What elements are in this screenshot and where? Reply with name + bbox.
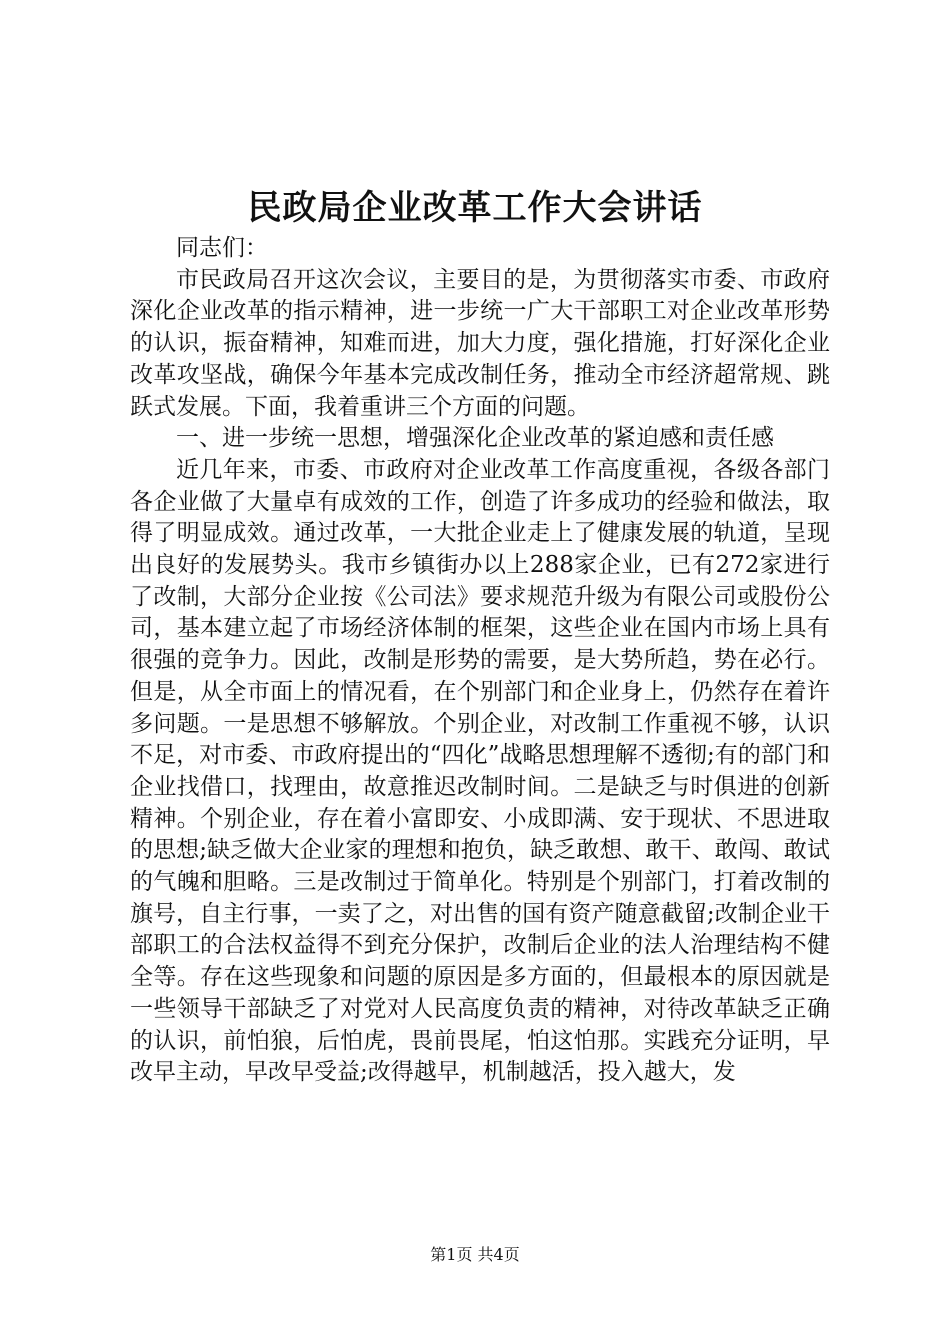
page-footer: 第1页 共4页 <box>430 1245 520 1264</box>
section-heading: 一、进一步统一思想，增强深化企业改革的紧迫感和责任感 <box>176 425 774 452</box>
document-body <box>130 233 830 1089</box>
intro-paragraph: 市民政局召开这次会议，主要目的是，为贯彻落实市委、市政府深化企业改革的指示精神，进一步统一广大干部职工对企业改革形势的认识，振奋精神，知难而进，加大力度，强化措施，打好深化企业改革攻坚战，确保今年基本完成改制任务，推动全市经济超常规、跳跃式发展。下面，我着重讲三个方面的问题。 <box>130 266 830 420</box>
document-title: 民政局企业改革工作大会讲话 <box>247 188 703 228</box>
body-paragraph: 近几年来，市委、市政府对企业改革工作高度重视，各级各部门各企业做了大量卓有成效的工作，创造了许多成功的经验和做法，取得了明显成效。通过改革，一大批企业走上了健康发展的轨道，呈现出良好的发展势头。我市乡镇街办以上288家企业，已有272家进行了改制，大部分企业按《公司法》要求规范升级为有限公司或股份公司，基本建立起了市场经济体制的框架，这些企业在国内市场上具有很强的竞争力。因此，改制是形势的需要，是大势所趋，势在必行。但是，从全市面上的情况看，在个别部门和企业身上，仍然存在着许多问题。一是思想不够解放。个别企业，对改制工作重视不够，认识不足，对市委、市政府提出的“四化”战略思想理解不透彻;有的部门和企业找借口，找理由，故意推迟改制时间。二是缺乏与时俱进的创新精神。个别企业，存在着小富即安、小成即满、安于现状、不思进取的思想;缺乏做大企业家的理想和抱负，缺乏敢想、敢干、敢闯、敢试的气魄和胆略。三是改制过于简单化。特别是个别部门，打着改制的旗号，自主行事，一卖了之，对出售的国有资产随意截留;改制企业干部职工的合法权益得不到充分保护，改制后企业的法人治理结构不健全等。存在这些现象和问题的原因是多方面的，但最根本的原因就是一些领导干部缺乏了对党对人民高度负责的精神，对待改革缺乏正确的认识，前怕狼，后怕虎，畏前畏尾，怕这怕那。实践充分证明，早改早主动，早改早受益;改得越早，机制越活，投入越大，发 <box>130 456 830 1086</box>
salutation-paragraph: 同志们： <box>176 235 268 261</box>
